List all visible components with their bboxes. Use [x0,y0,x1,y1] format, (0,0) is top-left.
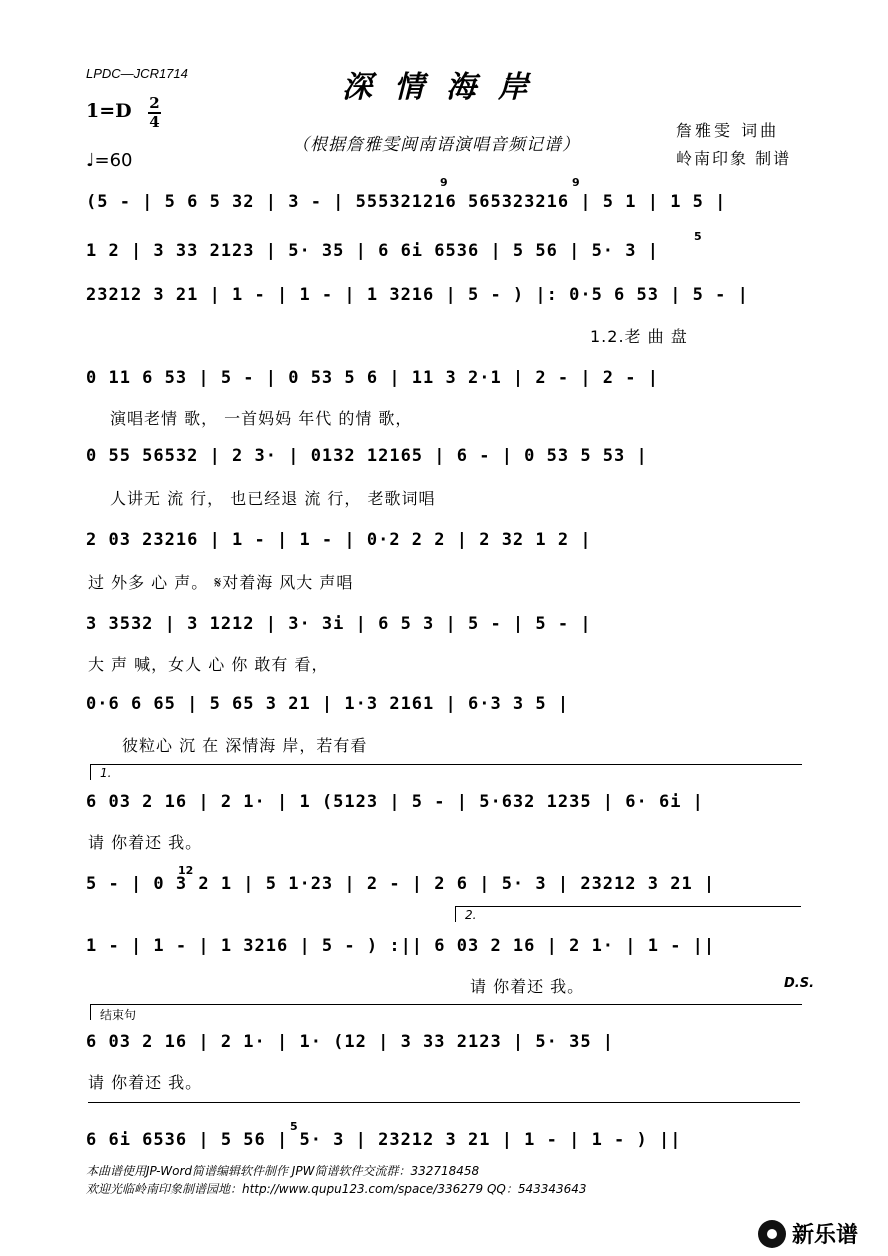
lyric-row: 大 声 喊，女人 心 你 敢有 看， [88,655,329,674]
lyric-row: 请 你着还 我。 [470,977,585,996]
volta-first-edge [90,764,91,780]
grace-note: 12 [178,864,194,877]
ending-bracket [90,1004,802,1005]
brand-logo [758,1218,858,1249]
volta-second-bracket [455,906,801,907]
lyric-row: 人讲无 流 行， 也已经退 流 行， 老歌词唱 [110,489,436,508]
score-row: (5 - | 5 6 5 32 | 3 - | 555321216 565323216 | 5 1 | 1 5 | [86,192,727,212]
composer-credit: 詹雅雯 词曲 [676,121,780,140]
tuplet-marker: 9 [440,176,448,189]
subtitle: （根据詹雅雯闽南语演唱音频记谱） [292,135,580,155]
logo-text: 新乐谱 [792,1223,859,1248]
grace-note: 5 [290,1120,298,1133]
score-row: 5 - | 0 3 2 1 | 5 1·23 | 2 - | 2 6 | 5· 3 | 23212 3 21 | [86,874,716,894]
time-signature [148,96,161,130]
score-row: 23212 3 21 | 1 - | 1 - | 1 3216 | 5 - ) |: 0·5 6 53 | 5 - | [86,285,749,305]
footer-website-note: 欢迎光临岭南印象制谱园地：http://www.qupu123.com/space/336279 QQ：543343643 [86,1182,587,1196]
lyric-row: 演唱老情 歌， 一首妈妈 年代 的情 歌， [110,409,413,428]
lyric-row: 彼粒心 沉 在 深情海 岸，若有看 [122,736,368,755]
score-row: 0·6 6 65 | 5 65 3 21 | 1·3 2161 | 6·3 3 5 | [86,694,570,714]
key-signature: 1=D [86,100,132,122]
lyric-row: 请 你着还 我。 [88,1073,203,1092]
meter-bottom: 4 [149,113,160,131]
score-row: 6 03 2 16 | 2 1· | 1 (5123 | 5 - | 5·632 1235 | 6· 6i | [86,792,704,812]
score-row: 6 6i 6536 | 5 56 | 5· 3 | 23212 3 21 | 1 - | 1 - ) || [86,1130,682,1150]
lyric-row: 1.2.老 曲 盘 [590,327,688,346]
page-title: 深情海岸 [342,70,550,105]
ending-edge [90,1004,91,1020]
score-row: 0 11 6 53 | 5 - | 0 53 5 6 | 11 3 2·1 | 2 - | 2 - | [86,368,659,388]
score-code: LPDC—JCR1714 [86,66,188,81]
grace-note: 5 [694,230,702,243]
score-row: 6 03 2 16 | 2 1· | 1· (12 | 3 33 2123 | 5· 35 | [86,1032,615,1052]
volta-second-edge [455,906,456,922]
volta-first: 1. [100,766,112,780]
score-row: 1 - | 1 - | 1 3216 | 5 - ) :|| 6 03 2 16 | 2 1· | 1 - || [86,936,716,956]
tuplet-marker: 9 [572,176,580,189]
score-row: 1 2 | 3 33 2123 | 5· 35 | 6 6i 6536 | 5 56 | 5· 3 | [86,241,659,261]
vinyl-record-icon [758,1220,786,1248]
arranger-credit: 岭南印象 制谱 [676,149,792,168]
volta-first-bracket [90,764,802,765]
meter-top: 2 [149,94,160,112]
ending-label: 结束句 [100,1008,137,1022]
score-row: 3 3532 | 3 1212 | 3· 3i | 6 5 3 | 5 - | 5 - | [86,614,592,634]
lyric-row: 请 你着还 我。 [88,833,203,852]
dal-segno-mark: D.S. [784,976,815,991]
score-row: 0 55 56532 | 2 3· | 0132 12165 | 6 - | 0 53 5 53 | [86,446,648,466]
volta-second: 2. [465,908,477,922]
last-line-bracket [88,1102,800,1103]
tempo-marking: ♩=60 [86,150,133,171]
lyric-row: 过 外多 心 声。 𝄋对着海 风大 声唱 [88,573,354,592]
footer-software-note: 本曲谱使用JP-Word简谱编辑软件制作 JPW简谱软件交流群：332718458 [86,1164,480,1178]
score-row: 2 03 23216 | 1 - | 1 - | 0·2 2 2 | 2 32 1 2 | [86,530,592,550]
